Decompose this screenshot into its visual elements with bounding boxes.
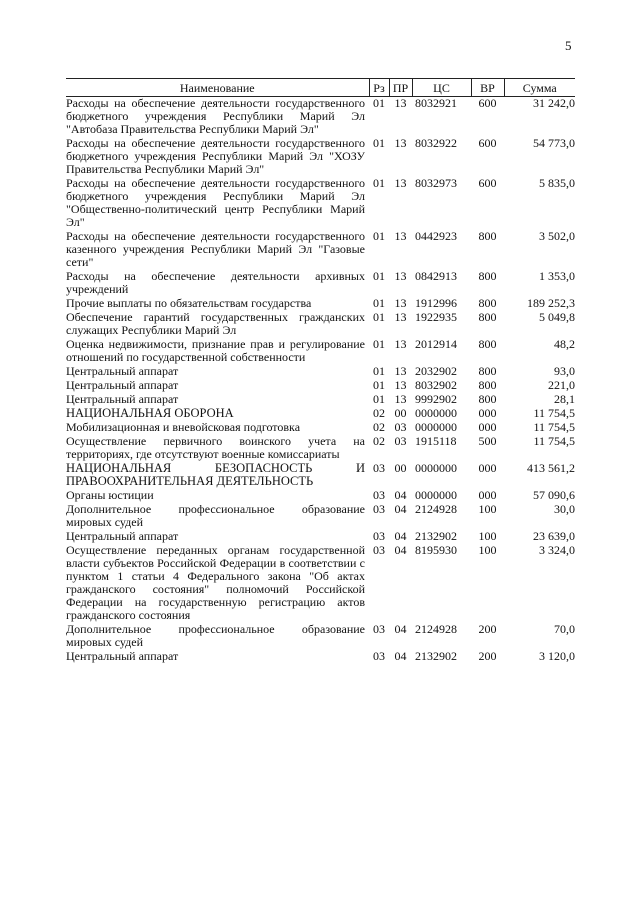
row-vr: 800	[478, 269, 497, 283]
row-vr: 500	[478, 434, 497, 448]
row-cs: 2012914	[415, 337, 457, 351]
header-vr: ВР	[471, 79, 504, 97]
row-rz: 01	[373, 296, 385, 310]
row-sum: 28,1	[554, 392, 575, 406]
row-cs: 9992902	[415, 392, 457, 406]
table-row	[66, 269, 575, 296]
row-pr: 03	[394, 434, 407, 448]
table-row	[66, 310, 575, 337]
table-header-row	[66, 79, 575, 97]
row-vr: 600	[478, 136, 497, 150]
row-pr: 13	[394, 96, 407, 110]
row-name: Центральный аппарат	[66, 364, 179, 378]
row-vr: 100	[478, 529, 497, 543]
row-pr: 13	[394, 310, 407, 324]
row-pr: 04	[394, 502, 407, 516]
table-row	[66, 136, 575, 176]
row-sum: 23 639,0	[533, 529, 575, 543]
row-pr: 03	[394, 420, 407, 434]
table-row	[66, 649, 575, 663]
row-sum: 70,0	[554, 622, 575, 636]
row-vr: 600	[478, 96, 497, 110]
row-sum: 11 754,5	[533, 406, 575, 420]
row-name: Обеспечение гарантий государственных гражданских служащих Республики Марий Эл	[66, 310, 365, 337]
table-row	[66, 488, 575, 502]
row-vr: 800	[478, 296, 497, 310]
row-rz: 01	[373, 364, 385, 378]
row-rz: 01	[373, 378, 385, 392]
row-pr: 13	[394, 136, 407, 150]
budget-table	[66, 78, 575, 663]
page-number: 5	[565, 38, 572, 53]
table-row	[66, 378, 575, 392]
row-sum: 11 754,5	[533, 420, 575, 434]
header-sum: Сумма	[504, 79, 575, 97]
row-sum: 3 502,0	[539, 229, 575, 243]
row-cs: 0000000	[415, 488, 457, 502]
row-cs: 0442923	[415, 229, 457, 243]
row-cs: 2032902	[415, 364, 457, 378]
row-sum: 48,2	[554, 337, 575, 351]
row-vr: 800	[478, 310, 497, 324]
row-rz: 03	[373, 649, 385, 663]
row-pr: 04	[394, 529, 407, 543]
row-rz: 01	[373, 229, 385, 243]
row-pr: 04	[394, 543, 407, 557]
row-pr: 13	[394, 269, 407, 283]
row-name: Органы юстиции	[66, 488, 154, 502]
row-pr: 13	[394, 378, 407, 392]
row-pr: 13	[394, 176, 407, 190]
row-cs: 0000000	[415, 406, 457, 420]
row-cs: 8032921	[415, 96, 457, 110]
row-vr: 200	[478, 622, 497, 636]
row-rz: 01	[373, 269, 385, 283]
row-pr: 00	[394, 461, 407, 475]
table-row	[66, 461, 575, 488]
row-vr: 000	[478, 488, 497, 502]
table-row	[66, 420, 575, 434]
row-sum: 1 353,0	[539, 269, 575, 283]
row-sum: 54 773,0	[533, 136, 575, 150]
header-cs: ЦС	[412, 79, 471, 97]
row-cs: 1922935	[415, 310, 457, 324]
row-rz: 03	[373, 502, 385, 516]
row-sum: 3 324,0	[539, 543, 575, 557]
row-pr: 04	[394, 622, 407, 636]
row-name: НАЦИОНАЛЬНАЯ БЕЗОПАСНОСТЬ И ПРАВООХРАНИТЕЛЬНАЯ ДЕЯТЕЛЬНОСТЬ	[66, 461, 365, 488]
row-cs: 8032922	[415, 136, 457, 150]
row-rz: 01	[373, 337, 385, 351]
row-rz: 01	[373, 136, 385, 150]
row-vr: 800	[478, 229, 497, 243]
row-pr: 13	[394, 229, 407, 243]
row-rz: 02	[373, 434, 385, 448]
row-cs: 0000000	[415, 420, 457, 434]
row-rz: 01	[373, 176, 385, 190]
table-row	[66, 543, 575, 622]
row-vr: 600	[478, 176, 497, 190]
table-row	[66, 406, 575, 420]
row-name: Мобилизационная и вневойсковая подготовка	[66, 420, 301, 434]
row-rz: 01	[373, 96, 385, 110]
row-cs: 2124928	[415, 622, 457, 636]
table-row	[66, 502, 575, 529]
row-name: Расходы на обеспечение деятельности государственного бюджетного учреждения Республики Марий Эл "Общественно-политический центр Республики Марий Эл"	[66, 176, 365, 229]
row-vr: 000	[478, 406, 497, 420]
row-sum: 5 835,0	[539, 176, 575, 190]
row-rz: 03	[373, 622, 385, 636]
row-name: Центральный аппарат	[66, 392, 179, 406]
table-row	[66, 97, 575, 137]
row-rz: 02	[373, 406, 385, 420]
table-row	[66, 392, 575, 406]
row-sum: 3 120,0	[539, 649, 575, 663]
row-rz: 03	[373, 488, 385, 502]
header-name: Наименование	[66, 79, 369, 97]
row-name: Центральный аппарат	[66, 378, 179, 392]
row-vr: 800	[478, 364, 497, 378]
header-pr: ПР	[389, 79, 412, 97]
row-name: Оценка недвижимости, признание прав и регулирование отношений по государственной собственности	[66, 337, 365, 364]
table-row	[66, 622, 575, 649]
row-rz: 01	[373, 310, 385, 324]
row-cs: 1912996	[415, 296, 457, 310]
row-sum: 221,0	[548, 378, 575, 392]
row-name: Дополнительное профессиональное образование мировых судей	[66, 622, 365, 649]
table-row	[66, 337, 575, 364]
row-name: Расходы на обеспечение деятельности архивных учреждений	[66, 269, 365, 296]
table-row	[66, 529, 575, 543]
row-cs: 8032973	[415, 176, 457, 190]
row-cs: 1915118	[415, 434, 457, 448]
table-row	[66, 229, 575, 269]
row-cs: 2124928	[415, 502, 457, 516]
row-pr: 04	[394, 649, 407, 663]
table-row	[66, 364, 575, 378]
table-row	[66, 434, 575, 461]
row-rz: 02	[373, 420, 385, 434]
row-vr: 000	[478, 461, 497, 475]
header-rz: Рз	[369, 79, 389, 97]
row-sum: 31 242,0	[533, 96, 575, 110]
row-sum: 57 090,6	[533, 488, 575, 502]
row-rz: 03	[373, 529, 385, 543]
row-pr: 13	[394, 337, 407, 351]
row-pr: 04	[394, 488, 407, 502]
row-vr: 800	[478, 378, 497, 392]
row-pr: 13	[394, 364, 407, 378]
row-vr: 100	[478, 543, 497, 557]
row-pr: 13	[394, 392, 407, 406]
row-vr: 800	[478, 392, 497, 406]
row-sum: 93,0	[554, 364, 575, 378]
row-cs: 8032902	[415, 378, 457, 392]
row-sum: 30,0	[554, 502, 575, 516]
row-name: Прочие выплаты по обязательствам государства	[66, 296, 312, 310]
row-name: Расходы на обеспечение деятельности государственного бюджетного учреждения Республики Марий Эл "Автобаза Правительства Республики Марий Эл"	[66, 96, 365, 136]
row-rz: 03	[373, 543, 385, 557]
table-row	[66, 176, 575, 229]
row-rz: 03	[373, 461, 385, 475]
table-row	[66, 296, 575, 310]
row-name: Центральный аппарат	[66, 529, 179, 543]
row-name: Расходы на обеспечение деятельности государственного казенного учреждения Республики Марий Эл "Газовые сети"	[66, 229, 365, 269]
row-cs: 8195930	[415, 543, 457, 557]
row-name: Осуществление первичного воинского учета на территориях, где отсутствуют военные комиссариаты	[66, 434, 365, 461]
row-sum: 11 754,5	[533, 434, 575, 448]
row-cs: 2132902	[415, 529, 457, 543]
row-vr: 800	[478, 337, 497, 351]
row-sum: 5 049,8	[539, 310, 575, 324]
row-sum: 189 252,3	[527, 296, 575, 310]
row-name: Расходы на обеспечение деятельности государственного бюджетного учреждения Республики Марий Эл "ХОЗУ Правительства Республики Марий Эл"	[66, 136, 365, 176]
row-rz: 01	[373, 392, 385, 406]
row-cs: 2132902	[415, 649, 457, 663]
row-name: НАЦИОНАЛЬНАЯ ОБОРОНА	[66, 406, 234, 420]
table-body	[66, 97, 575, 664]
row-sum: 413 561,2	[527, 461, 575, 475]
row-cs: 0842913	[415, 269, 457, 283]
row-pr: 13	[394, 296, 407, 310]
row-vr: 200	[478, 649, 497, 663]
row-pr: 00	[394, 406, 407, 420]
row-name: Центральный аппарат	[66, 649, 179, 663]
row-vr: 000	[478, 420, 497, 434]
row-name: Осуществление переданных органам государственной власти субъектов Российской Федерации в соответствии с пунктом 1 статьи 4 Федерального закона "Об актах гражданского состояния" полномочий Российской Федерации на государственную регистрацию актов гражданского состояния	[66, 543, 365, 622]
row-cs: 0000000	[415, 461, 457, 475]
row-name: Дополнительное профессиональное образование мировых судей	[66, 502, 365, 529]
row-vr: 100	[478, 502, 497, 516]
